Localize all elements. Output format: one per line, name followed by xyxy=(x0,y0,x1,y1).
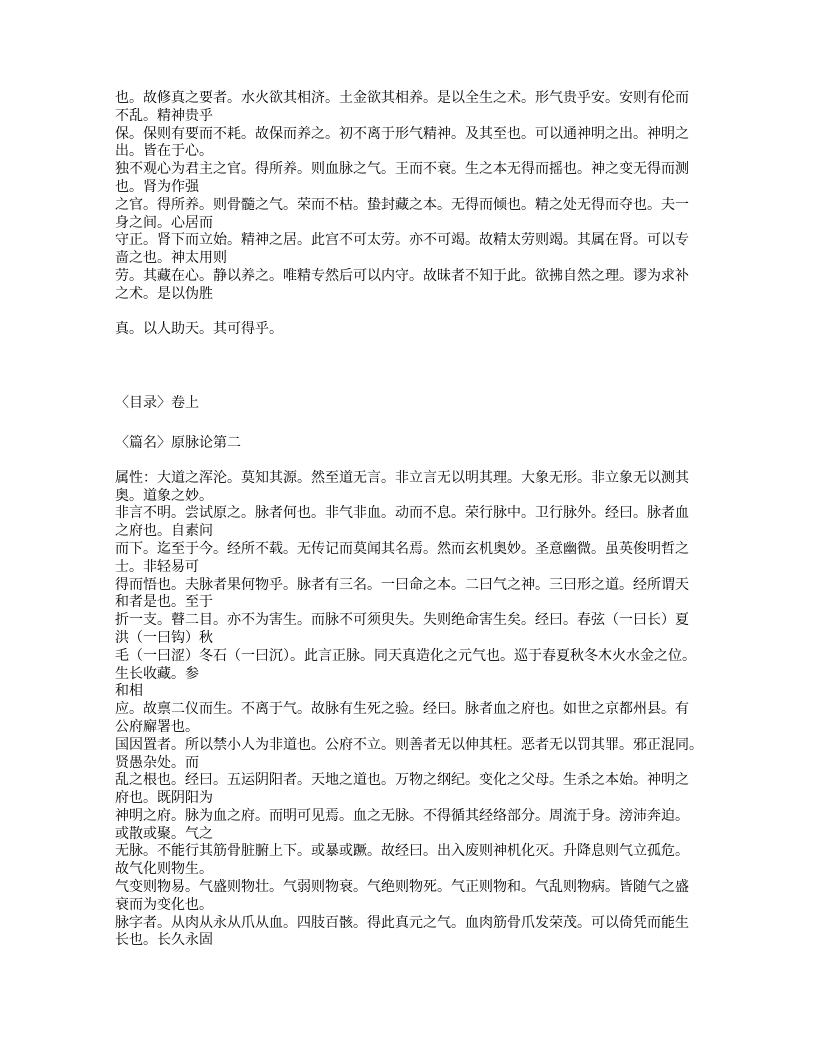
text-line: 守正。肾下而立始。精神之居。此宫不可太劳。亦不可竭。故精太劳则竭。其属在肾。可以专 xyxy=(115,233,689,249)
text-line: 出。皆在于心。 xyxy=(115,144,213,160)
text-line: 啬之也。神太用则 xyxy=(115,251,227,267)
text-line: 而下。迄至于今。经所不载。无传记而莫闻其名焉。然而玄机奥妙。圣意幽微。虽英俊明哲之 xyxy=(115,541,689,557)
paragraph-yuanmailun xyxy=(115,470,711,951)
text-line: 府也。既阴阳为 xyxy=(115,791,213,807)
text-line: 得而悟也。夫脉者果何物乎。脉者有三名。一曰命之本。二曰气之神。三曰形之道。经所谓天 xyxy=(115,577,689,593)
section-title-heading: 〈篇名〉原脉论第二 xyxy=(115,435,241,451)
text-line: 或散或聚。气之 xyxy=(115,826,213,842)
text-line: 劳。其藏在心。静以养之。唯精专然后可以内守。故昧者不知于此。欲拂自然之理。谬为求补 xyxy=(115,268,689,284)
text-line: 也。故修真之要者。水火欲其相济。土金欲其相养。是以全生之术。形气贵乎安。安则有伦而 xyxy=(115,91,689,106)
text-line: 神明之府。脉为血之府。而明可见焉。血之无脉。不得循其经络部分。周流于身。滂沛奔迫。 xyxy=(115,808,689,824)
text-line: 也。肾为作强 xyxy=(115,179,199,195)
text-line: 身之间。心居而 xyxy=(115,215,213,231)
text-line: 公府廨署也。 xyxy=(115,719,199,735)
section-toc-heading: 〈目录〉卷上 xyxy=(115,396,199,412)
text-line: 生长收藏。参 xyxy=(115,666,199,682)
text-line: 之官。得所养。则骨髓之气。荣而不枯。蛰封藏之本。无得而倾也。精之处无得而夺也。夫一 xyxy=(115,197,689,213)
text-line: 独不观心为君主之官。得所养。则血脉之气。王而不衰。生之本无得而摇也。神之变无得而测 xyxy=(115,162,689,178)
text-line: 气变则物易。气盛则物壮。气弱则物衰。气绝则物死。气正则物和。气乱则物病。皆随气之盛 xyxy=(115,880,689,896)
text-line: 长也。长久永固 xyxy=(115,933,213,949)
text-line: 不乱。精神贵乎 xyxy=(115,108,213,124)
paragraph-daolun-ending xyxy=(115,90,711,339)
text-line: 应。故禀二仪而生。不离于气。故脉有生死之验。经曰。脉者血之府也。如世之京都州县。有 xyxy=(115,702,689,718)
text-line: 和相 xyxy=(115,684,143,700)
text-line: 之术。是以伪胜 xyxy=(115,286,213,302)
text-line: 贤愚杂处。而 xyxy=(115,755,199,771)
text-line: 真。以人助天。其可得乎。 xyxy=(115,322,283,338)
text-line: 属性：大道之浑沦。莫知其源。然至道无言。非立言无以明其理。大象无形。非立象无以测其 xyxy=(115,470,689,486)
text-line: 非言不明。尝试原之。脉者何也。非气非血。动而不息。荣行脉中。卫行脉外。经曰。脉者血 xyxy=(115,506,689,522)
text-line: 士。非轻易可 xyxy=(115,559,199,575)
document-content xyxy=(115,90,711,950)
text-line: 脉字者。从肉从永从爪从血。四肢百骸。得此真元之气。血肉筋骨爪发荣茂。可以倚凭而能生 xyxy=(115,915,689,931)
text-line: 和者是也。至于 xyxy=(115,595,213,611)
text-line xyxy=(115,304,711,322)
text-line: 无脉。不能行其筋骨脏腑上下。或暴或蹶。故经曰。出入废则神机化灭。升降息则气立孤危。 xyxy=(115,844,689,860)
text-line: 国因置者。所以禁小人为非道也。公府不立。则善者无以伸其枉。恶者无以罚其罪。邪正混同。 xyxy=(115,737,703,753)
text-line: 故气化则物生。 xyxy=(115,862,213,878)
text-line: 毛（一曰涩）冬石（一曰沉）。此言正脉。同天真造化之元气也。巡于春夏秋冬木火水金之位。 xyxy=(115,648,696,664)
text-line: 奥。道象之妙。 xyxy=(115,488,213,504)
text-line: 衰而为变化也。 xyxy=(115,897,213,913)
text-line: 之府也。自素问 xyxy=(115,524,213,540)
text-line: 乱之根也。经曰。五运阴阳者。天地之道也。万物之纲纪。变化之父母。生杀之本始。神明之 xyxy=(115,773,689,789)
text-line: 保。保则有要而不耗。故保而养之。初不离于形气精神。及其至也。可以通神明之出。神明之 xyxy=(115,126,689,142)
text-line: 折一支。瞽二目。亦不为害生。而脉不可须臾失。失则绝命害生矣。经曰。春弦（一曰长）夏 xyxy=(115,613,689,629)
text-line: 洪（一曰钩）秋 xyxy=(115,630,213,646)
